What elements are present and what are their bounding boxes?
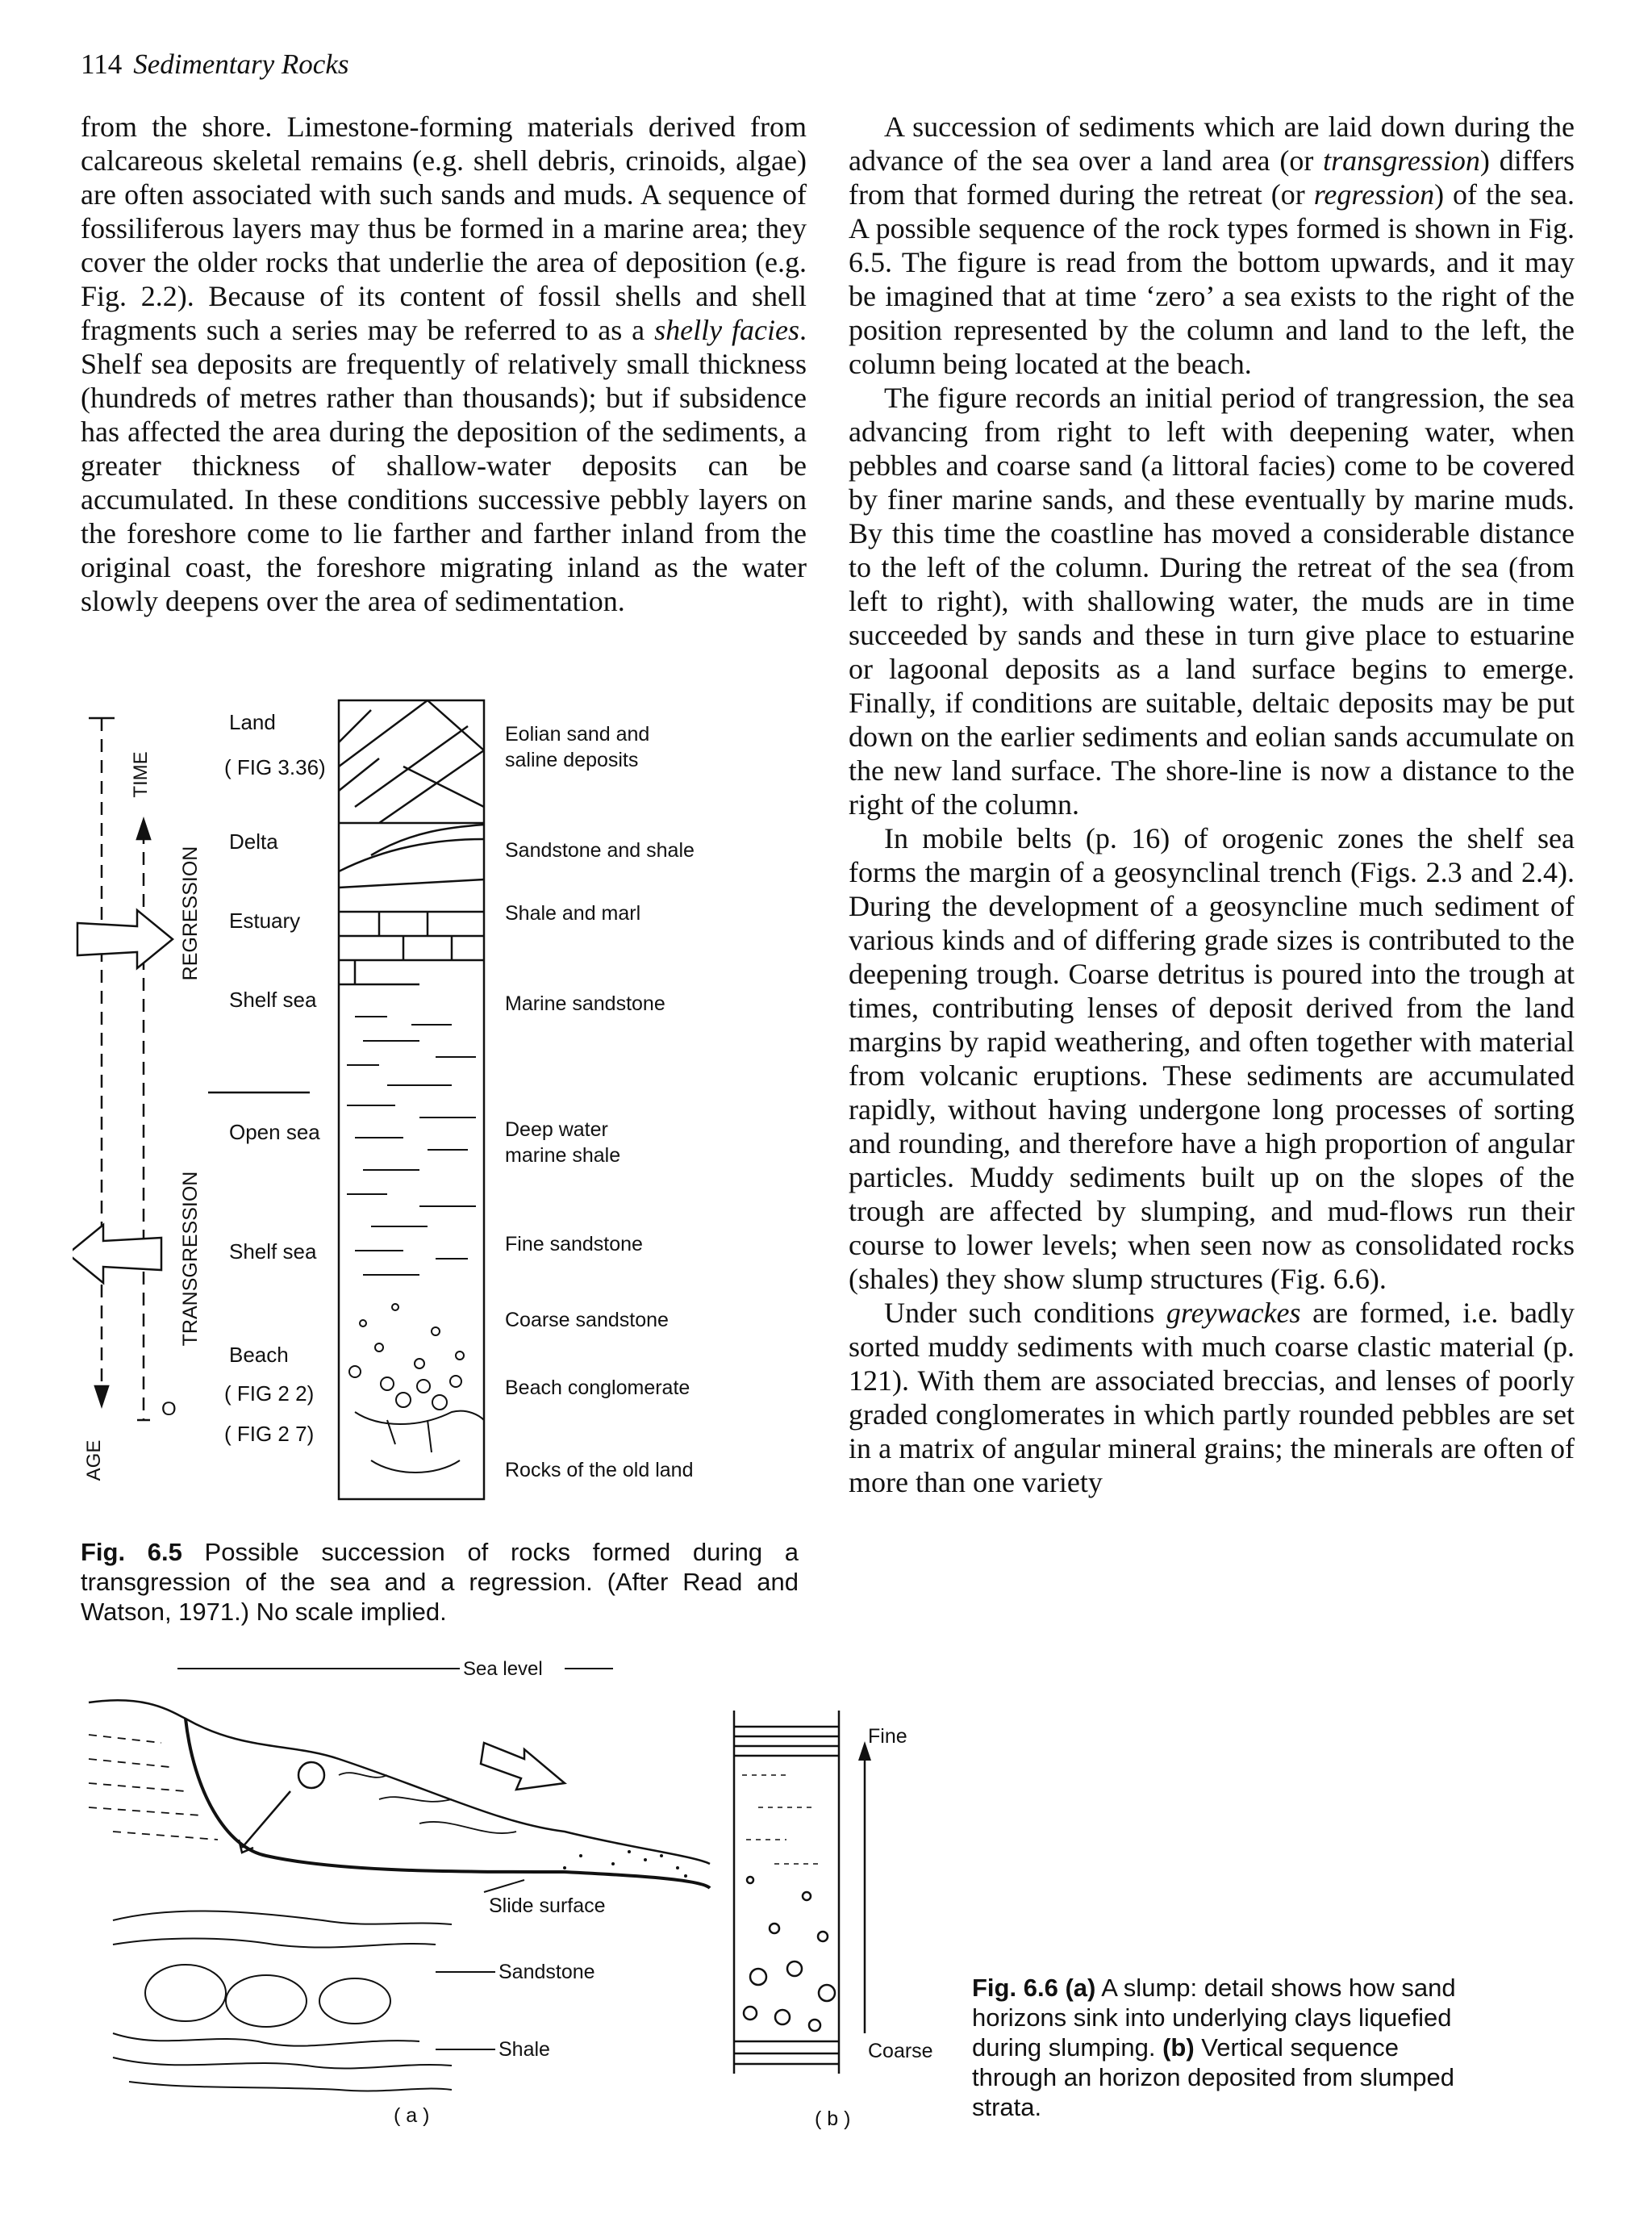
rock-beach: Beach conglomerate — [505, 1377, 690, 1399]
vertical-sequence — [734, 1711, 839, 2074]
env-fig22: ( FIG 2 2) — [224, 1381, 315, 1406]
fine-label: Fine — [868, 1725, 907, 1748]
right-paragraph-3: In mobile belts (p. 16) of orogenic zones the shelf sea forms the margin of a geosynclinal trench (Figs. 2.3 and 2.4). During the development of a geosyncline much sediment of various kinds and of differing grade sizes is contributed to the deepening trough. Coarse detritus is poured into the trough at times, contributing lenses of deposit derived from the land margins by rapid weathering, and often together with material from volcanic eruptions. These sediments are accumulated rapidly, without having undergone long processes of sorting and rounding, and therefore have a high proportion of angular particles. Muddy sediments built up on the slopes of the trough are affected by slumping, and mud-flows run their course to lower levels; when seen now as consolidated rocks (shales) they show slump structures (Fig. 6.6). — [849, 822, 1575, 1295]
zero-label: O — [161, 1398, 177, 1420]
rock-eolian-1: Eolian sand and — [505, 723, 650, 746]
rock-deep-1: Deep water — [505, 1118, 608, 1141]
page-header — [81, 48, 348, 81]
figure-6-6-caption: Fig. 6.6 (a) A slump: detail shows how sand horizons sink into underlying clays liquefied during slumping. (b) Vertical sequence through an horizon deposited from slumped strata. — [972, 1974, 1456, 2121]
rock-sandstone-shale: Sandstone and shale — [505, 839, 695, 862]
figure-6-5-caption: Fig. 6.5 Possible succession of rocks formed during a transgression of the sea and a regression. (After Read and Watson, 1971.) No scale implied. — [81, 1538, 799, 1626]
sea-level-label: Sea level — [463, 1658, 543, 1680]
age-label: AGE — [83, 1439, 105, 1481]
regression-arrow-icon — [77, 910, 173, 968]
env-open-sea: Open sea — [229, 1120, 320, 1144]
right-paragraph-4: Under such conditions greywackes are formed, i.e. badly sorted muddy sediments with much coarse clastic material (p. 121). With them are associated breccias, and lenses of poorly graded conglomerates in which partly rounded pebbles are set in a matrix of angular mineral grains; the minerals are often of more than one variety — [849, 1297, 1575, 1498]
right-column — [849, 110, 1575, 1499]
regression-label: REGRESSION — [179, 846, 202, 981]
right-paragraph-1: A succession of sediments which are laid down during the advance of the sea over a land area (or transgression) differs from that formed during the retreat (or regression) of the sea. A possible sequence of the rock types formed is shown in Fig. 6.5. The figure is read from the bottom upwards, and it may be imagined that at time ‘zero’ a sea exists to the right of the position represented by the column and land to the left, the column being located at the beach. — [849, 111, 1575, 380]
rock-coarse: Coarse sandstone — [505, 1309, 669, 1331]
running-title: Sedimentary Rocks — [133, 48, 349, 80]
env-shelf-sea-upper: Shelf sea — [229, 988, 317, 1012]
slide-surface-label: Slide surface — [489, 1895, 606, 1917]
label-a: ( a ) — [394, 2104, 430, 2127]
rock-eolian-2: saline deposits — [505, 749, 639, 771]
figure-6-5 — [73, 694, 815, 1533]
rock-shale-marl: Shale and marl — [505, 902, 641, 925]
left-paragraph-1: from the shore. Limestone-forming materials derived from calcareous skeletal remains (e.g. shell debris, crinoids, algae) are often associated with such sands and muds. A sequence of fossiliferous layers may thus be formed in a marine area; they cover the older rocks that underlie the area of deposition (e.g. Fig. 2.2). Because of its content of fossil shells and shell fragments such a series may be referred to as a shelly facies. Shelf sea deposits are frequently of relatively small thickness (hundreds of metres rather than thousands); but if subsidence has affected the area during the deposition of the sediments, a greater thickness of shallow-water deposits can be accumulated. In these conditions successive pebbly layers on the foreshore come to lie farther and farther inland from the original coast, the foreshore migrating inland as the water slowly deepens over the area of sedimentation. — [81, 111, 807, 617]
transgression-label: TRANSGRESSION — [179, 1171, 202, 1347]
env-estuary: Estuary — [229, 909, 301, 933]
shale-label: Shale — [499, 2038, 550, 2061]
rock-fine: Fine sandstone — [505, 1233, 643, 1255]
env-shelf-sea-lower: Shelf sea — [229, 1239, 317, 1264]
environment-labels — [224, 710, 326, 1446]
figure-6-6 — [73, 1646, 984, 2146]
slump-arrow-icon — [481, 1743, 565, 1790]
left-column — [81, 110, 807, 618]
rock-labels — [505, 723, 695, 1481]
slump-slope — [89, 1700, 710, 1888]
env-beach: Beach — [229, 1343, 289, 1367]
coarse-label: Coarse — [868, 2040, 933, 2062]
sandstone-label: Sandstone — [499, 1961, 595, 1983]
time-label: TIME — [130, 751, 152, 798]
time-axis — [89, 718, 150, 1420]
env-fig27: ( FIG 2 7) — [224, 1422, 315, 1446]
rock-deep-2: marine shale — [505, 1144, 621, 1167]
env-land: Land — [229, 710, 276, 734]
slump-detail — [113, 1911, 452, 2091]
right-paragraph-2: The figure records an initial period of trangression, the sea advancing from right to left with deepening water, when pebbles and coarse sand (a littoral facies) come to be covered by finer marine sands, and these eventually by marine muds. By this time the coastline has moved a considerable distance to the left of the column. During the retreat of the sea (from left to right), with shallowing water, the muds are in time succeeded by sands and these in turn give place to estuarine or lagoonal deposits as a land surface begins to emerge. Finally, if conditions are suitable, deltaic deposits may be put down on the earlier sediments and eolian sands accumulate on the new land surface. The shore-line is now a distance to the right of the column. — [849, 382, 1575, 821]
rock-old: Rocks of the old land — [505, 1459, 694, 1481]
env-delta: Delta — [229, 829, 278, 854]
env-land-ref: ( FIG 3.36) — [224, 755, 326, 779]
page-number: 114 — [81, 48, 123, 80]
stratigraphic-column — [339, 700, 484, 1499]
rock-marine-sandstone: Marine sandstone — [505, 992, 665, 1015]
transgression-arrow-icon — [73, 1225, 161, 1283]
label-b: ( b ) — [815, 2108, 851, 2130]
